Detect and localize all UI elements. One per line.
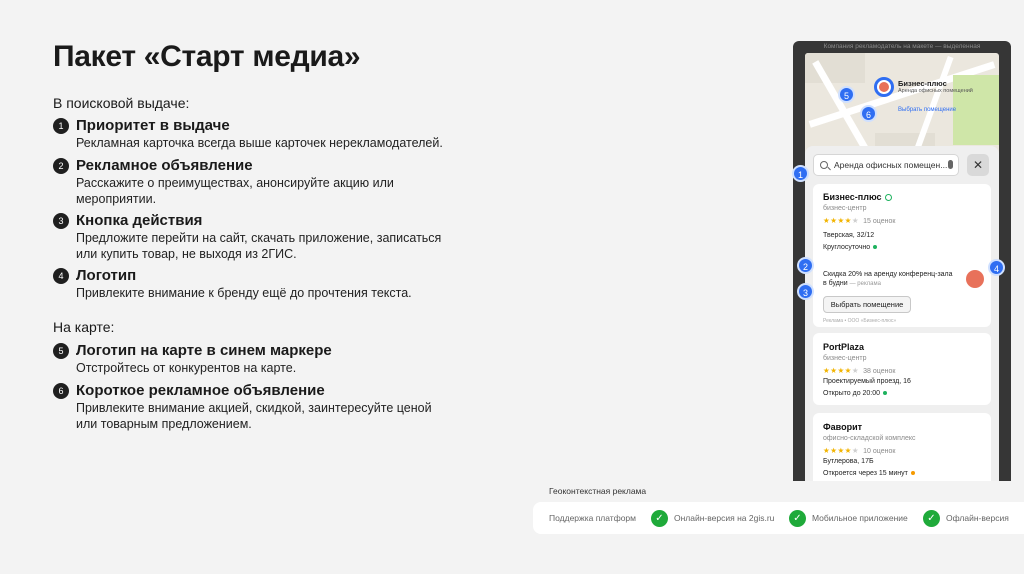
feature-item-logo: [53, 266, 453, 301]
map-section-label: На карте:: [53, 319, 115, 335]
feature-item-map-logo: [53, 341, 453, 376]
card-name: PortPlaza: [823, 342, 865, 352]
callout-badge-5: 5: [838, 86, 855, 103]
callout-badge-4: 4: [988, 259, 1005, 276]
feature-title: Логотип: [76, 267, 137, 284]
feature-title: Короткое рекламное объявление: [76, 382, 325, 399]
feature-number: 4: [53, 268, 69, 284]
feature-number: 3: [53, 213, 69, 229]
card-address: Бутлерова, 17Б: [823, 458, 874, 465]
check-icon: ✓: [923, 510, 940, 527]
card-address: Проектируемый проезд, 16: [823, 378, 911, 385]
feature-number: 1: [53, 118, 69, 134]
rating-stars: ★★★★★ 10 оценок: [823, 446, 896, 455]
open-status-dot: [883, 391, 887, 395]
feature-number: 2: [53, 158, 69, 174]
card-type: офисно-складской комплекс: [823, 435, 916, 442]
search-icon: [820, 161, 828, 169]
promo-footer: Реклама • ООО «Бизнес-плюс»: [823, 318, 897, 324]
rating-stars: ★★★★★ 38 оценок: [823, 366, 896, 375]
feature-desc: Предложите перейти на сайт, скачать приложение, записаться: [76, 231, 442, 245]
card-type: бизнес-центр: [823, 205, 867, 212]
rating-stars: ★★★★★ 15 оценок: [823, 216, 896, 225]
promo-text: Скидка 20% на аренду конференц-зала в будни — реклама: [823, 271, 953, 287]
results-sheet: [805, 146, 999, 481]
review-count: 10 оценок: [863, 448, 896, 455]
check-icon: ✓: [651, 510, 668, 527]
platform-support-title: Поддержка платформ: [549, 513, 636, 523]
close-button[interactable]: ✕: [967, 154, 989, 176]
marker-subtitle: Аренда офисных помещений: [898, 88, 973, 94]
verified-icon: [885, 194, 892, 201]
card-type: бизнес-центр: [823, 355, 867, 362]
check-icon: ✓: [789, 510, 806, 527]
search-section-label: В поисковой выдаче:: [53, 95, 190, 111]
platform-mobile: Мобильное приложение: [812, 513, 908, 523]
feature-title: Рекламное объявление: [76, 157, 253, 174]
open-status-dot: [873, 245, 877, 249]
platform-support-bar: [533, 502, 1024, 534]
feature-number: 5: [53, 343, 69, 359]
map-marker[interactable]: [858, 77, 988, 127]
card-address: Тверская, 32/12: [823, 232, 875, 239]
card-name: Бизнес-плюс: [823, 192, 892, 202]
search-input[interactable]: [813, 154, 959, 176]
feature-number: 6: [53, 383, 69, 399]
feature-desc: или товарным предложением.: [76, 417, 252, 431]
result-card-advertiser[interactable]: [813, 184, 991, 327]
card-hours: Откроется через 15 минут: [823, 470, 915, 477]
feature-item-ad: [53, 156, 453, 207]
result-card[interactable]: [813, 333, 991, 405]
platform-online: Онлайн-версия на 2gis.ru: [674, 513, 775, 523]
result-card[interactable]: [813, 413, 991, 481]
phone-caption: Компания рекламодатель на макете — выделенная: [823, 43, 981, 50]
opening-status-dot: [911, 471, 915, 475]
feature-desc: Расскажите о преимуществах, анонсируйте акцию или: [76, 176, 394, 190]
feature-item-cta: [53, 211, 453, 262]
review-count: 38 оценок: [863, 368, 896, 375]
platform-offline: Офлайн-версия: [946, 513, 1009, 523]
card-hours: Открыто до 20:00: [823, 390, 887, 397]
feature-desc: Рекламная карточка всегда выше карточек нерекламодателей.: [76, 136, 443, 150]
callout-badge-6: 6: [860, 105, 877, 122]
marker-name: Бизнес-плюс: [898, 79, 947, 88]
callout-badge-2: 2: [797, 257, 814, 274]
callout-badge-3: 3: [797, 283, 814, 300]
feature-item-priority: [53, 116, 453, 151]
microphone-icon[interactable]: [948, 160, 953, 169]
page-title: Пакет «Старт медиа»: [53, 40, 361, 73]
choose-room-button[interactable]: Выбрать помещение: [823, 296, 911, 313]
feature-desc: мероприятии.: [76, 192, 157, 206]
feature-title: Приоритет в выдаче: [76, 117, 230, 134]
marker-logo-icon: [874, 77, 894, 97]
callout-badge-1: 1: [792, 165, 809, 182]
card-name: Фаворит: [823, 422, 863, 432]
geo-ad-label: Геоконтекстная реклама: [549, 486, 647, 496]
feature-title: Логотип на карте в синем маркере: [76, 342, 332, 359]
feature-title: Кнопка действия: [76, 212, 203, 229]
phone-mockup: [793, 41, 1011, 481]
company-logo-icon: [966, 270, 984, 288]
card-hours: Круглосуточно: [823, 244, 877, 251]
feature-item-map-ad: [53, 381, 453, 432]
feature-desc: Отстройтесь от конкурентов на карте.: [76, 361, 297, 375]
feature-desc: Привлеките внимание акцией, скидкой, заинтересуйте ценой: [76, 401, 432, 415]
feature-desc: или купить товар, не выходя из 2ГИС.: [76, 247, 297, 261]
search-value: Аренда офисных помещен...: [834, 160, 948, 170]
feature-desc: Привлеките внимание к бренду ещё до прочтения текста.: [76, 286, 412, 300]
marker-link[interactable]: Выбрать помещение: [898, 107, 957, 113]
review-count: 15 оценок: [863, 218, 896, 225]
